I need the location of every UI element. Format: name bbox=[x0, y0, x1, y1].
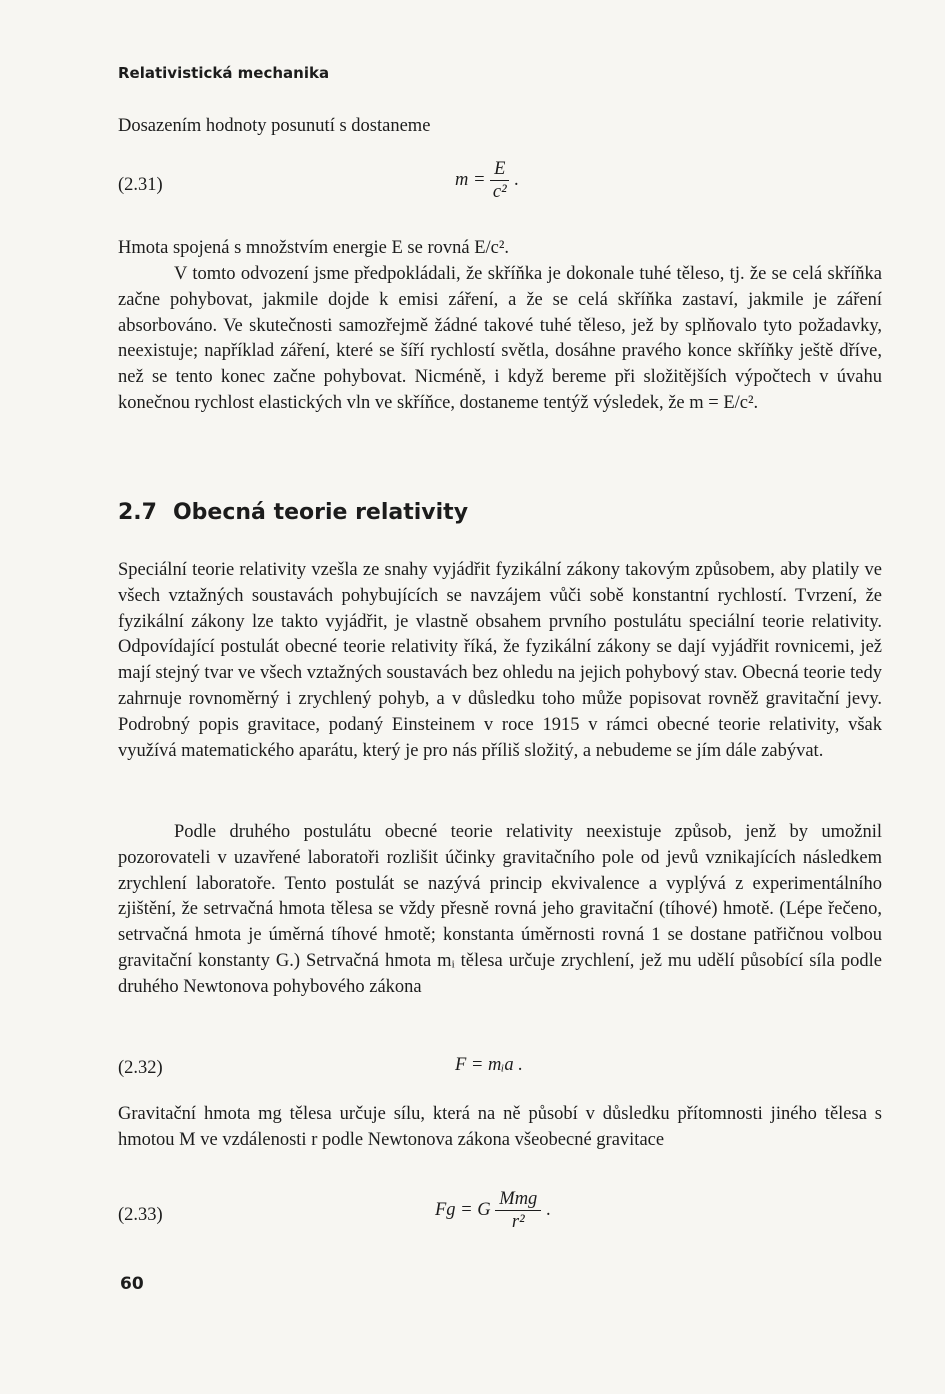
numerator: E bbox=[490, 158, 509, 181]
denominator: r² bbox=[511, 1212, 525, 1232]
paragraph-mass-energy: Hmota spojená s množstvím energie E se rovná E/c². bbox=[118, 238, 510, 258]
equation-lhs: Fg = G bbox=[435, 1199, 491, 1220]
paragraph-special-relativity: Speciální teorie relativity vzešla ze snahy vyjádřit fyzikální zákony takovým způsobem, aby platily ve všech vztažných soustavách pohybujících se navzájem vůči sobě konstantní rychlostí. Tvrzení, že fyzikální zákony lze takto vyjádřit, je vlastně obsahem prvního postulátu speciální teorie relativity. Odpovídající postulát obecné teorie relativity říká, že fyzikální zákony se dají vyjádřit rovnicemi, jež mají stejný tvar ve všech vztažných soustavách bez ohledu na jejich pohybový stav. Obecná teorie tedy zahrnuje rovnoměrný i zrychlený pohyb, a v důsledku toho může popisovat rovněž gravitační jevy. Podrobný popis gravitace, podaný Einsteinem v roce 1915 v rámci obecné teorie relativity, však využívá matematického aparátu, který je pro nás příliš složitý, a nebudeme se jím dále zabývat. bbox=[118, 560, 882, 761]
page-number: 60 bbox=[120, 1274, 144, 1294]
equation-number-2-32: (2.32) bbox=[118, 1058, 163, 1078]
section-heading bbox=[118, 500, 468, 525]
paragraph-gravitational-mass: Gravitační hmota mg tělesa určuje sílu, která na ně působí v důsledku přítomnosti jiného tělesa s hmotou M ve vzdálenosti r podle Newtonova zákona všeobecné gravitace bbox=[118, 1104, 882, 1150]
equation-2-32: F = mᵢa . bbox=[455, 1055, 523, 1075]
paragraph-equivalence-principle: Podle druhého postulátu obecné teorie relativity neexistuje způsob, jenž by umožnil pozorovateli v uzavřené laboratoři rozlišit účinky gravitačního pole od jevů vznikajících následkem zrychlení laboratoře. Tento postulát se nazývá princip ekvivalence a vyplývá z experimentálního zjištění, že setrvačná hmota tělesa se vždy přesně rovná jeho gravitační (tíhové) hmotě. (Lépe řečeno, setrvačná hmota je úměrná tíhové hmotě; konstanta úměrnosti rovná 1 se dostane patřičnou volbou gravitační konstanty G.) Setrvačná hmota mᵢ tělesa určuje zrychlení, jež mu udělí působící síla podle druhého Newtonova pohybového zákona bbox=[118, 822, 882, 997]
equation-number-2-33: (2.33) bbox=[118, 1205, 163, 1225]
fraction bbox=[490, 158, 509, 203]
equation-number-2-31: (2.31) bbox=[118, 175, 163, 195]
section-number: 2.7 bbox=[118, 500, 157, 525]
paragraph-derivation: V tomto odvození jsme předpokládali, že skříňka je dokonale tuhé těleso, tj. že se celá skříňka začne pohybovat, jakmile dojde k emisi záření, a že se celá skříňka zastaví, jakmile je záření absorbováno. Ve skutečnosti samozřejmě žádné takové tuhé těleso, jež by splňovalo tyto požadavky, neexistuje; například záření, které se šíří rychlostí světla, dosáhne pravého konce skříňky ještě dříve, než se tento konec začne pohybovat. Nicméně, i když bereme při složitějších výpočtech v úvahu konečnou rychlost elastických vln ve skříňce, dostaneme tentýž výsledek, že m = E/c². bbox=[118, 264, 882, 413]
fraction bbox=[495, 1188, 541, 1233]
equation-2-31 bbox=[455, 158, 519, 203]
numerator: Mmg bbox=[495, 1188, 541, 1211]
equation-2-33 bbox=[435, 1188, 551, 1233]
equation-tail: . bbox=[514, 169, 519, 190]
equation-tail: . bbox=[545, 1199, 551, 1220]
denominator: c² bbox=[492, 182, 507, 202]
equation-lhs: m = bbox=[455, 169, 486, 190]
paragraph-intro: Dosazením hodnoty posunutí s dostaneme bbox=[118, 116, 431, 136]
section-title: Obecná teorie relativity bbox=[172, 500, 469, 525]
running-head: Relativistická mechanika bbox=[118, 64, 330, 82]
